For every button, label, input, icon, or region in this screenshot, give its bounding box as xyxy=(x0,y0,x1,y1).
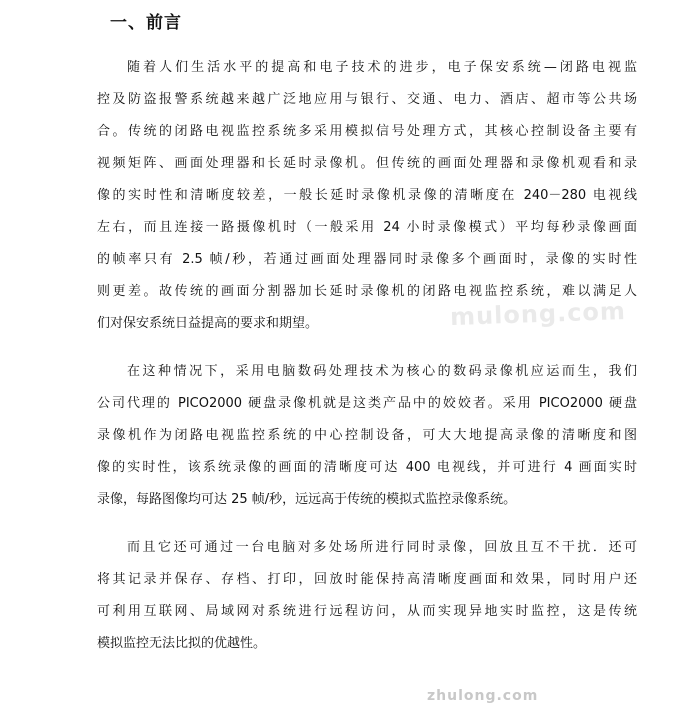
paragraph-1-line-2: 控及防盗报警系统越来越广泛地应用与银行、交通、电力、酒店、超市等公共场 xyxy=(97,92,637,107)
paragraph-1-line-1: 随着人们生活水平的提高和电子技术的进步，电子保安系统—闭路电视监 xyxy=(127,60,637,75)
paragraph-1-line-6: 左右，而且连接一路摄像机时（一般采用 24 小时录像模式）平均每秒录像画面 xyxy=(97,220,637,235)
section-heading: 一、前言 xyxy=(110,13,182,33)
paragraph-1-line-9: 们对保安系统日益提高的要求和期望。 xyxy=(97,316,319,331)
paragraph-2-line-2: 公司代理的 PICO2000 硬盘录像机就是这类产品中的姣姣者。采用 PICO2000 硬盘 xyxy=(97,396,637,411)
paragraph-1-line-5: 像的实时性和清晰度较差，一般长延时录像机录像的清晰度在 240－280 电视线 xyxy=(97,188,637,203)
paragraph-3-line-1: 而且它还可通过一台电脑对多处场所进行同时录像，回放且互不干扰．还可 xyxy=(127,540,637,555)
paragraph-2-line-1: 在这种情况下，采用电脑数码处理技术为核心的数码录像机应运而生，我们 xyxy=(127,364,637,379)
paragraph-3-line-3: 可利用互联网、局域网对系统进行远程访问，从而实现异地实时监控，这是传统 xyxy=(97,604,637,619)
paragraph-3-line-4: 模拟监控无法比拟的优越性。 xyxy=(97,636,267,651)
paragraph-1-line-3: 合。传统的闭路电视监控系统多采用模拟信号处理方式，其核心控制设备主要有 xyxy=(97,124,637,139)
paragraph-3-line-2: 将其记录并保存、存档、打印，回放时能保持高清晰度画面和效果，同时用户还 xyxy=(97,572,637,587)
paragraph-2-line-3: 录像机作为闭路电视监控系统的中心控制设备，可大大地提高录像的清晰度和图 xyxy=(97,428,637,443)
paragraph-2-line-4: 像的实时性，该系统录像的画面的清晰度可达 400 电视线，并可进行 4 画面实时 xyxy=(97,460,637,475)
watermark: mulong.com xyxy=(449,296,627,332)
paragraph-1-line-8: 则更差。故传统的画面分割器加长延时录像机的闭路电视监控系统，难以满足人 xyxy=(97,284,637,299)
paragraph-1-line-4: 视频矩阵、画面处理器和长延时录像机。但传统的画面处理器和录像机观看和录 xyxy=(97,156,637,171)
paragraph-2-line-5: 录像，每路图像均可达 25 帧/秒，远远高于传统的模拟式监控录像系统。 xyxy=(97,492,517,507)
footer-watermark: zhulong.com xyxy=(427,688,539,704)
paragraph-1-line-7: 的帧率只有 2.5 帧/秒，若通过画面处理器同时录像多个画面时，录像的实时性 xyxy=(97,252,637,267)
